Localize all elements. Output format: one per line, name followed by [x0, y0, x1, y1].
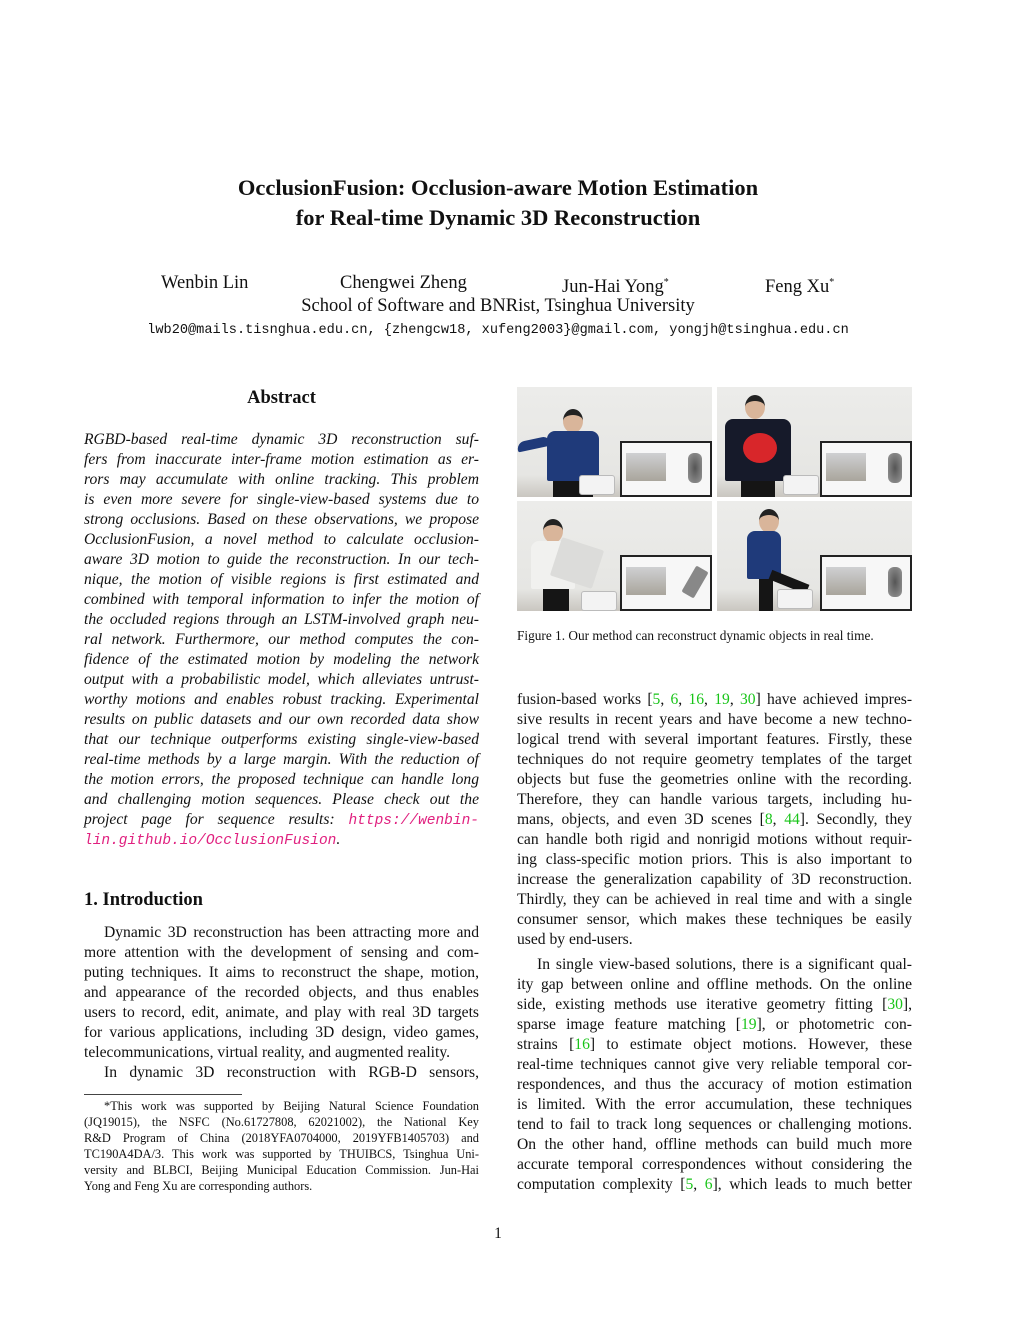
text-line [84, 1098, 479, 1114]
text-segment: can handle both rigid and nonrigid motions without requir- [517, 831, 912, 848]
text-line [517, 730, 912, 750]
author-name: Jun-Hai Yong [562, 277, 664, 298]
text-line [517, 870, 912, 890]
figure-1 [517, 387, 912, 611]
text-line [84, 1063, 479, 1083]
text-segment: (JQ19015), the NSFC (No.61727808, 62021002), the National Key [84, 1115, 479, 1129]
text-segment: In single view-based solutions, there is a significant qual- [537, 956, 912, 973]
citation-link[interactable]: 6 [704, 1176, 713, 1193]
footnote-rule [84, 1094, 242, 1095]
text-line [84, 1178, 479, 1194]
text-line [84, 1130, 479, 1146]
text-line [517, 1095, 912, 1115]
text-line [84, 570, 479, 590]
text-line [84, 943, 479, 963]
text-line [517, 975, 912, 995]
text-segment: In dynamic 3D reconstruction with RGB-D sensors, [104, 1064, 479, 1081]
citation-link[interactable]: 30 [739, 691, 756, 708]
text-segment: real-time methods by a large margin. With the reduction of [84, 751, 479, 768]
text-segment: the occluded regions through an LSTM-involved graph neu- [84, 611, 479, 628]
text-line [84, 530, 479, 550]
text-segment: fers from inaccurate inter-frame motion estimation as er- [84, 451, 479, 468]
citation-link[interactable]: 6 [670, 691, 679, 708]
text-segment: Dynamic 3D reconstruction has been attracting more and [104, 924, 479, 941]
citation-link[interactable]: 30 [887, 996, 903, 1013]
right-column-paragraph-1 [517, 690, 912, 950]
text-segment: project page for sequence results: [84, 811, 349, 828]
paper-title-line-2: for Real-time Dynamic 3D Reconstruction [295, 205, 701, 230]
text-line [517, 830, 912, 850]
text-line [517, 1055, 912, 1075]
abstract-heading: Abstract [247, 388, 316, 408]
text-line [84, 670, 479, 690]
text-segment: and challenging motion sequences. Please check out the [84, 791, 479, 808]
text-line [84, 590, 479, 610]
text-line [517, 810, 912, 830]
text-segment: , [678, 691, 689, 708]
author-name: Chengwei Zheng [340, 273, 467, 293]
text-segment: rors may accumulate with online tracking. This problem [84, 471, 479, 488]
text-segment: consumer sensor, which makes these techniques be easily [517, 911, 912, 928]
text-line [84, 550, 479, 570]
text-line [84, 510, 479, 530]
text-line [84, 1003, 479, 1023]
text-line [84, 650, 479, 670]
text-segment: results on public datasets and our own recorded data show [84, 711, 479, 728]
project-url-link[interactable]: lin.github.io/OcclusionFusion [84, 833, 337, 849]
text-line [84, 1023, 479, 1043]
citation-link[interactable]: 8 [764, 811, 773, 828]
paper-title-line-1: OcclusionFusion: Occlusion-aware Motion Estimation [237, 175, 759, 200]
text-segment: used by end-users. [517, 931, 633, 948]
text-line [84, 1043, 479, 1063]
text-line [84, 923, 479, 943]
text-segment: nique, the motion of visible regions is first estimated and [84, 571, 479, 588]
text-line [84, 610, 479, 630]
text-line [84, 490, 479, 510]
text-segment: Yong and Feng Xu are corresponding authors. [84, 1179, 313, 1193]
text-segment: is even more severe for single-view-based systems due to [84, 491, 479, 508]
text-line [517, 750, 912, 770]
text-segment: ], or photometric con- [756, 1016, 912, 1033]
text-segment: real-time techniques cannot give very reliable temporal cor- [517, 1056, 912, 1073]
page-number: 1 [494, 1225, 502, 1242]
text-segment: users to record, edit, animate, and play with real 3D targets [84, 1004, 479, 1021]
figure-panel-kicking [717, 501, 912, 611]
text-segment: side, existing methods use iterative geometry fitting [ [517, 996, 888, 1013]
text-segment: , [693, 1176, 705, 1193]
text-segment: tend to fail to track long sequences or challenging motions. [517, 1116, 912, 1133]
figure-panel-plush-toy [717, 387, 912, 497]
text-line [84, 983, 479, 1003]
text-segment: fusion-based works [ [517, 691, 653, 708]
text-segment: *This work was supported by Beijing Natural Science Foundation [104, 1099, 479, 1113]
text-line [517, 930, 912, 950]
abstract-body [84, 430, 479, 850]
text-segment: ], which leads to much better [712, 1176, 912, 1193]
corresponding-author-mark: * [663, 277, 669, 288]
text-segment: output with a probabilistic model, which alleviates untrust- [84, 671, 479, 688]
introduction-body [84, 923, 479, 1083]
text-segment: strains [ [517, 1036, 575, 1053]
author-1 [161, 272, 248, 294]
text-segment: , [772, 811, 785, 828]
text-segment: ity gap between online and offline methods. On the online [517, 976, 912, 993]
text-segment: versity and BLBCI, Beijing Municipal Education Commission. Jun-Hai [84, 1163, 479, 1177]
introduction-heading: 1. Introduction [84, 890, 203, 910]
author-emails: lwb20@mails.tisnghua.edu.cn, {zhengcw18, xufeng2003}@gmail.com, yongjh@tsinghua.edu.cn [147, 323, 849, 338]
text-line [84, 630, 479, 650]
citation-link[interactable]: 19 [714, 691, 730, 708]
text-line [517, 955, 912, 975]
corresponding-author-mark: * [829, 277, 835, 288]
text-segment: aware 3D motion to guide the reconstruction. In our tech- [84, 551, 479, 568]
citation-link[interactable]: 16 [688, 691, 705, 708]
text-segment: increase the generalization capability of 3D reconstruction. [517, 871, 912, 888]
text-line [84, 750, 479, 770]
citation-link[interactable]: 5 [685, 1176, 694, 1193]
author-name: Wenbin Lin [161, 273, 249, 293]
right-column-paragraph-2 [517, 955, 912, 1195]
text-line [84, 710, 479, 730]
text-line [84, 830, 479, 850]
citation-link[interactable]: 44 [784, 811, 800, 828]
text-segment: puting techniques. It aims to reconstruct the shape, motion, [84, 964, 479, 981]
text-segment: worthy motions and enables robust tracking. Experimental [84, 691, 479, 708]
text-line [84, 690, 479, 710]
text-segment: strong occlusions. Based on these observations, we propose [84, 511, 479, 528]
text-segment: ]. Secondly, they [799, 811, 913, 828]
text-segment: ], [902, 996, 912, 1013]
text-segment: that our technique outperforms existing single-view-based [84, 731, 479, 748]
text-line [517, 790, 912, 810]
figure-panel-boxing [517, 387, 712, 497]
text-line [517, 1015, 912, 1035]
text-line [84, 1162, 479, 1178]
text-segment: respondences, and thus the accuracy of motion estimation [517, 1076, 912, 1093]
text-segment: combined with temporal information to infer the motion of [84, 591, 479, 608]
text-segment: telecommunications, virtual reality, and augmented reality. [84, 1044, 451, 1061]
text-segment: TC190A4DA/3. This work was supported by THUIBCS, Tsinghua Uni- [84, 1147, 479, 1161]
text-segment: . [336, 831, 341, 848]
text-segment: , [704, 691, 715, 708]
text-line [84, 790, 479, 810]
text-line [517, 995, 912, 1015]
text-line [517, 770, 912, 790]
text-line [84, 430, 479, 450]
text-segment: ] have achieved impres- [755, 691, 913, 708]
text-segment: RGBD-based real-time dynamic 3D reconstruction suf- [84, 431, 479, 448]
text-segment: Thirdly, they can be achieved in real time and with a single [517, 891, 912, 908]
figure-panel-cloth [517, 501, 712, 611]
text-segment: ] to estimate object motions. However, these [589, 1036, 912, 1053]
text-line [517, 1155, 912, 1175]
text-segment: techniques do not require geometry templates of the target [517, 751, 912, 768]
text-line [517, 1075, 912, 1095]
project-url-link[interactable]: https://wenbin- [348, 813, 479, 829]
text-line [517, 850, 912, 870]
text-line [517, 1035, 912, 1055]
text-line [517, 1115, 912, 1135]
text-segment: ral network. Furthermore, our method computes the con- [84, 631, 479, 648]
text-segment: accurate temporal correspondences without considering the [517, 1156, 912, 1173]
text-line [517, 1175, 912, 1195]
text-segment: , [660, 691, 671, 708]
text-segment: On the other hand, offline methods can build much more [517, 1136, 912, 1153]
footnote [84, 1098, 479, 1194]
text-segment: sparse image feature matching [ [517, 1016, 741, 1033]
text-segment: the motion errors, the proposed technique can handle long [84, 771, 479, 788]
text-line [84, 963, 479, 983]
text-segment: , [729, 691, 740, 708]
text-segment: sive results in recent years and have become a new techno- [517, 711, 912, 728]
text-segment: Therefore, they can handle various targets, including hu- [517, 791, 912, 808]
text-segment: for various applications, including 3D design, video games, [84, 1024, 479, 1041]
text-segment: more attention with the development of sensing and com- [84, 944, 479, 961]
text-line [84, 450, 479, 470]
text-segment: objects but fuse the geometries online with the recording. [517, 771, 912, 788]
text-segment: R&D Program of China (2018YFA0704000, 2019YFB1405703) and [84, 1131, 479, 1145]
text-line [84, 810, 479, 830]
text-segment: ing class-specific motion priors. This is also important to [517, 851, 912, 868]
text-line [517, 710, 912, 730]
citation-link[interactable]: 5 [652, 691, 661, 708]
affiliation: School of Software and BNRist, Tsinghua University [301, 296, 695, 316]
citation-link[interactable]: 16 [574, 1036, 590, 1053]
text-segment: logical trend with several important features. Firstly, these [517, 731, 912, 748]
text-line [84, 470, 479, 490]
text-segment: and appearance of the recorded objects, and thus enables [84, 984, 479, 1001]
figure-1-caption: Figure 1. Our method can reconstruct dynamic objects in real time. [517, 628, 874, 643]
text-segment: mans, objects, and even 3D scenes [ [517, 811, 765, 828]
text-segment: OcclusionFusion, a novel method to calculate occlusion- [84, 531, 479, 548]
text-segment: fidence of the estimated motion by modeling the network [84, 651, 479, 668]
text-line [517, 690, 912, 710]
citation-link[interactable]: 19 [740, 1016, 757, 1033]
text-segment: is limited. With the error accumulation, these techniques [517, 1096, 912, 1113]
text-line [517, 1135, 912, 1155]
author-name: Feng Xu [765, 277, 830, 298]
text-line [84, 770, 479, 790]
text-line [84, 1114, 479, 1130]
text-line [517, 910, 912, 930]
text-segment: computation complexity [ [517, 1176, 686, 1193]
text-line [84, 1146, 479, 1162]
text-line [517, 890, 912, 910]
author-2 [340, 272, 467, 294]
text-line [84, 730, 479, 750]
